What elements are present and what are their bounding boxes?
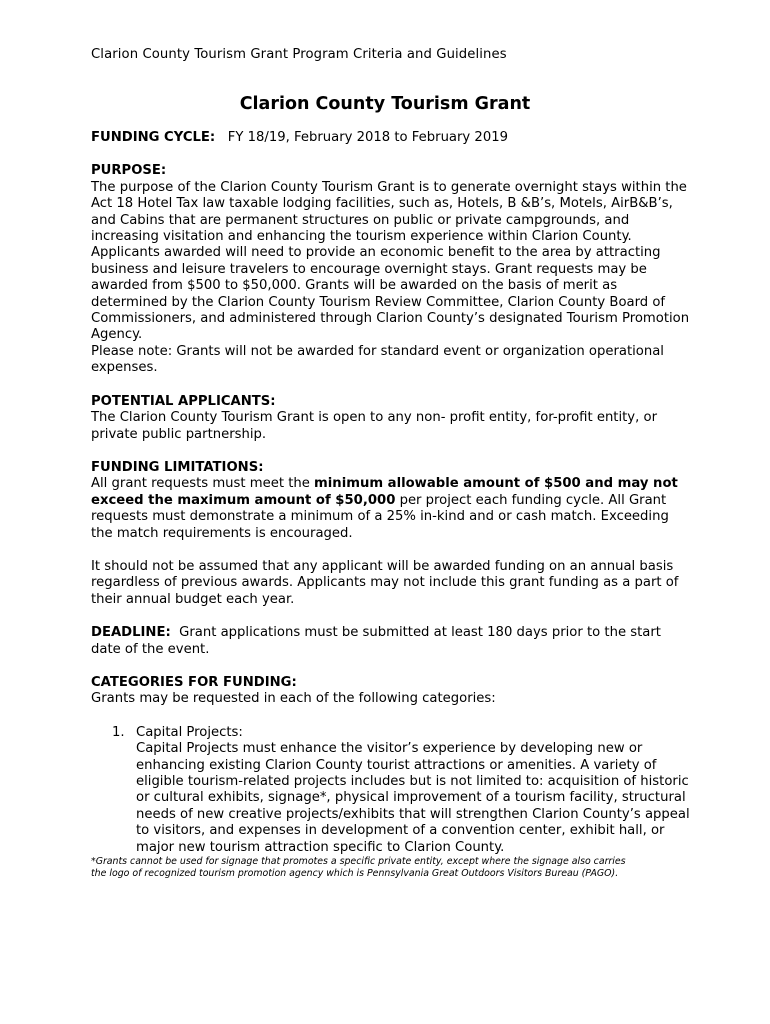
categories-intro: Grants may be requested in each of the following categories: [91,691,496,707]
document-title: Clarion County Tourism Grant [239,94,531,114]
funding-cycle-label: FUNDING CYCLE: [91,130,216,145]
deadline [91,625,691,658]
funding-limitations-paragraph2: It should not be assumed that any applicant will be awarded funding on an annual basis regardless of previous awards. Applicants may not include this grant funding as a part of their annual budget each year. [91,558,679,607]
funding-cycle-value: FY 18/19, February 2018 to February 2019 [227,130,508,145]
potential-applicants-heading: POTENTIAL APPLICANTS: [91,393,276,409]
potential-applicants-text: The Clarion County Tourism Grant is open to any non- profit entity, for-profit entity, or private public partnership. [91,410,657,442]
list-item-title: Capital Projects: [136,724,243,740]
funding-cycle [91,130,691,146]
deadline-text: Grant applications must be submitted at least 180 days prior to the start date of the event. [91,625,666,657]
document-body [91,130,691,879]
funding-limitations-text-pre: All grant requests must meet the [91,476,315,492]
funding-limitations-text-bold: minimum allowable amount of $500 and may not exceed the maximum amount of $50,000 [91,476,678,508]
funding-limitations-text-post: per project each funding cycle. All Grant requests must demonstrate a minimum of a 25% in-kind and or cash match. Exceeding the match requirements is encouraged. [91,492,669,541]
deadline-label: DEADLINE: [91,625,171,641]
list-item [91,725,691,856]
list-item-number: 1. [112,724,125,740]
funding-limitations-text [91,476,691,542]
list-item-text: Capital Projects must enhance the visitor’s experience by developing new or enhancing existing Clarion County tourist attractions or amenities. A variety of eligible tourism-related projects includes but is not limited to: acquisition of historic or cultural exhibits, signage*, physical improvement of a tourism facility, structural needs of new creative projects/exhibits that will strengthen Clarion County’s appeal to visitors, and expenses in development of a convention center, exhibit hall, or major new tourism attraction specific to Clarion County. [136,741,690,855]
page-header: Clarion County Tourism Grant Program Criteria and Guidelines [91,47,507,62]
categories-heading: CATEGORIES FOR FUNDING: [91,674,297,690]
purpose-heading: PURPOSE: [91,163,167,179]
purpose-text: The purpose of the Clarion County Tourism Grant is to generate overnight stays within the Act 18 Hotel Tax law taxable lodging facilities, such as, Hotels, B &B’s, Motels, AirB&B’s, and Cabins that are permanent structures on public or private campgrounds, and increasing visitation and enhancing the tourism experience within Clarion County. Applicants awarded will need to provide an economic benefit to the area by attracting business and leisure travelers to encourage overnight stays. Grant requests may be awarded from $500 to $50,000. Grants will be awarded on the basis of merit as determined by the Clarion County Tourism Review Committee, Clarion County Board of Commissioners, and administered through Clarion County’s designated Tourism Promotion Agency. [91,179,690,343]
purpose-note: Please note: Grants will not be awarded for standard event or organization operational expenses. [91,343,664,376]
categories-list [91,725,691,856]
funding-limitations-heading: FUNDING LIMITATIONS: [91,459,264,475]
signage-footnote: *Grants cannot be used for signage that promotes a specific private entity, except where the signage also carries the logo of recognized tourism promotion agency which is Pennsylvania Great Outdoors Visitors Bureau (PAGO). [91,856,626,879]
